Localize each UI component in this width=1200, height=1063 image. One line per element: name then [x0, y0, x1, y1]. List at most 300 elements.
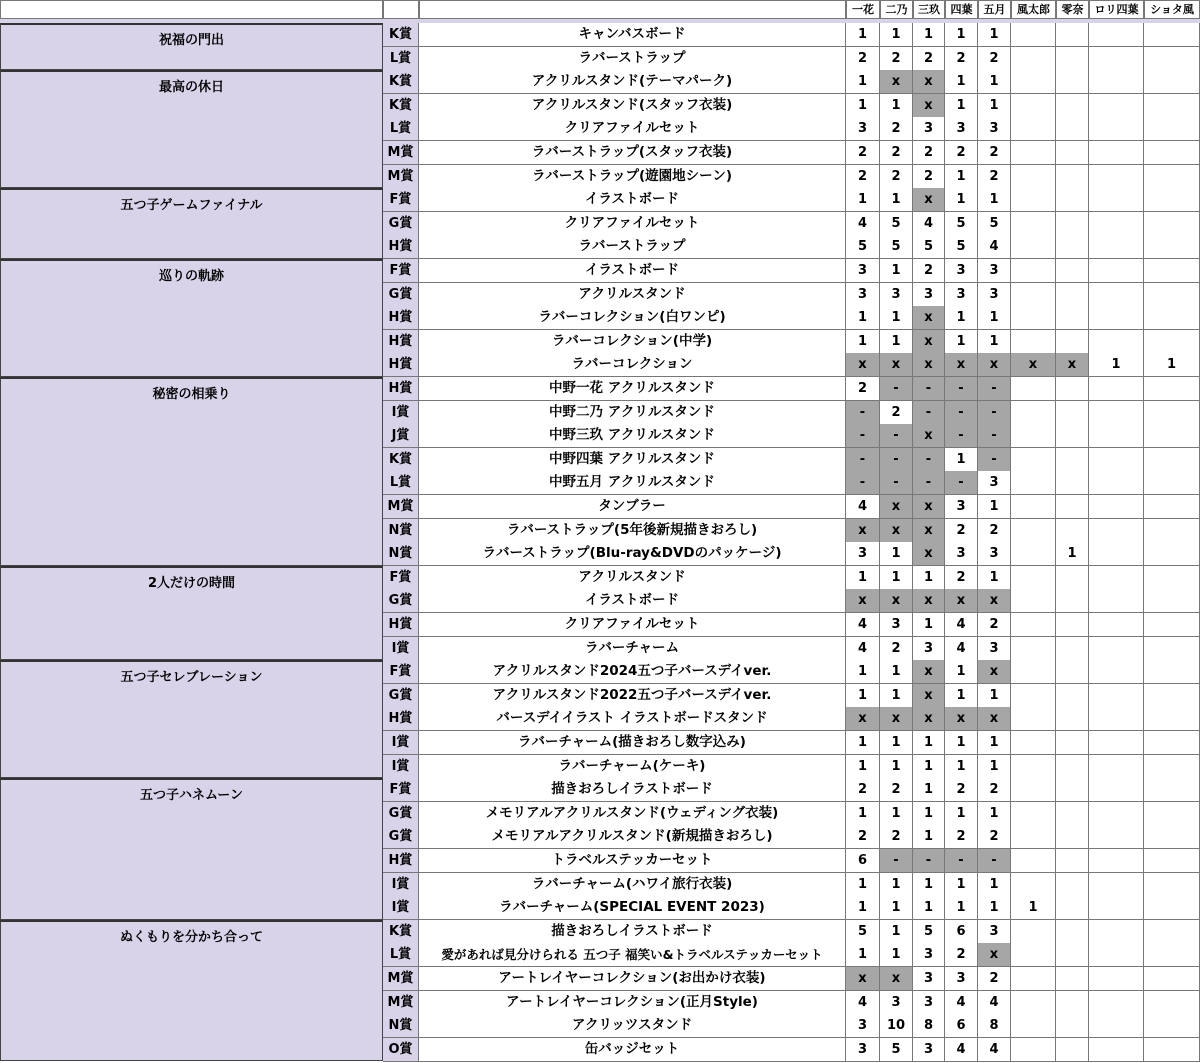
- count-cell: 8: [978, 1014, 1011, 1038]
- count-cell: [1011, 755, 1056, 779]
- count-cell: 3: [945, 542, 978, 566]
- count-cell: 2: [978, 519, 1011, 543]
- count-cell: 1: [846, 23, 880, 47]
- count-cell: [1089, 401, 1144, 425]
- prize-cell: K賞: [383, 920, 419, 944]
- table-row: [383, 849, 1200, 873]
- count-cell: 4: [846, 613, 880, 637]
- table-row: [383, 542, 1200, 566]
- item-name-cell: メモリアルアクリルスタンド(新規描きおろし): [419, 825, 846, 849]
- count-cell: [1144, 117, 1200, 141]
- count-cell: x: [880, 70, 913, 94]
- count-cell: 1: [913, 896, 945, 920]
- count-cell: 4: [945, 1038, 978, 1062]
- count-cell: [1056, 330, 1089, 354]
- count-cell: 2: [880, 165, 913, 189]
- count-cell: [1011, 967, 1056, 991]
- prize-cell: L賞: [383, 471, 419, 495]
- table-row: [383, 259, 1200, 283]
- count-cell: x: [846, 967, 880, 991]
- count-cell: x: [880, 967, 913, 991]
- count-cell: 1: [880, 873, 913, 897]
- count-cell: [1089, 589, 1144, 613]
- count-cell: [1089, 377, 1144, 401]
- count-cell: 2: [945, 47, 978, 71]
- count-cell: [1056, 424, 1089, 448]
- count-cell: [1056, 519, 1089, 543]
- item-name-cell: アートレイヤーコレクション(お出かけ衣装): [419, 967, 846, 991]
- count-cell: [1011, 943, 1056, 967]
- count-cell: [1144, 94, 1200, 118]
- count-cell: 1: [913, 23, 945, 47]
- count-cell: [1144, 519, 1200, 543]
- count-cell: [1144, 755, 1200, 779]
- count-cell: [1144, 471, 1200, 495]
- count-cell: x: [978, 707, 1011, 731]
- count-cell: 5: [880, 1038, 913, 1062]
- prize-cell: F賞: [383, 188, 419, 212]
- count-cell: x: [913, 94, 945, 118]
- count-cell: 2: [846, 778, 880, 802]
- count-cell: x: [978, 660, 1011, 684]
- count-cell: [1089, 259, 1144, 283]
- item-name-cell: ラバーストラップ(5年後新規描きおろし): [419, 519, 846, 543]
- count-cell: -: [978, 377, 1011, 401]
- count-cell: [1011, 566, 1056, 590]
- count-cell: 3: [978, 542, 1011, 566]
- count-cell: 1: [978, 495, 1011, 519]
- prize-cell: H賞: [383, 377, 419, 401]
- table-row: [383, 637, 1200, 661]
- count-cell: 6: [846, 849, 880, 873]
- count-cell: 3: [913, 637, 945, 661]
- item-name-cell: バースデイイラスト イラストボードスタンド: [419, 707, 846, 731]
- count-cell: [1056, 471, 1089, 495]
- count-cell: [1089, 731, 1144, 755]
- count-cell: [1011, 283, 1056, 307]
- count-cell: [1144, 1038, 1200, 1062]
- count-cell: [1056, 991, 1089, 1015]
- item-name-cell: 描きおろしイラストボード: [419, 920, 846, 944]
- count-cell: [1089, 23, 1144, 47]
- count-cell: 1: [1011, 896, 1056, 920]
- count-cell: 1: [846, 684, 880, 708]
- count-cell: 5: [880, 235, 913, 259]
- count-cell: -: [846, 424, 880, 448]
- count-cell: x: [846, 353, 880, 377]
- count-cell: [1011, 471, 1056, 495]
- count-cell: [1144, 613, 1200, 637]
- count-cell: -: [880, 377, 913, 401]
- count-cell: [1089, 778, 1144, 802]
- count-cell: [1011, 212, 1056, 236]
- count-cell: 1: [880, 896, 913, 920]
- count-cell: [1144, 849, 1200, 873]
- table-row: [383, 212, 1200, 236]
- count-cell: [1011, 377, 1056, 401]
- count-cell: 1: [913, 873, 945, 897]
- count-cell: x: [913, 519, 945, 543]
- count-cell: [1056, 755, 1089, 779]
- item-name-cell: ラバーストラップ(Blu-ray&DVDのパッケージ): [419, 542, 846, 566]
- count-cell: 5: [945, 212, 978, 236]
- count-cell: [1144, 873, 1200, 897]
- count-cell: [1089, 637, 1144, 661]
- count-cell: 2: [945, 519, 978, 543]
- count-cell: [1089, 991, 1144, 1015]
- count-cell: 1: [846, 94, 880, 118]
- prize-cell: F賞: [383, 259, 419, 283]
- table-row: [383, 660, 1200, 684]
- item-name-cell: 中野五月 アクリルスタンド: [419, 471, 846, 495]
- prize-cell: G賞: [383, 802, 419, 826]
- count-cell: [1089, 306, 1144, 330]
- count-cell: -: [846, 448, 880, 472]
- count-cell: [1056, 660, 1089, 684]
- count-cell: 1: [945, 873, 978, 897]
- count-cell: 1: [978, 94, 1011, 118]
- count-cell: 1: [945, 684, 978, 708]
- table-row: [383, 330, 1200, 354]
- count-cell: x: [913, 542, 945, 566]
- count-cell: [1011, 259, 1056, 283]
- count-cell: 1: [880, 684, 913, 708]
- count-cell: [1089, 896, 1144, 920]
- count-cell: [1011, 825, 1056, 849]
- table-row: [383, 495, 1200, 519]
- count-cell: [1056, 448, 1089, 472]
- count-cell: [1089, 873, 1144, 897]
- count-cell: [1089, 47, 1144, 71]
- count-cell: [1056, 259, 1089, 283]
- count-cell: x: [880, 353, 913, 377]
- prize-cell: N賞: [383, 1014, 419, 1038]
- count-cell: [1011, 1038, 1056, 1062]
- count-cell: -: [978, 401, 1011, 425]
- table-row: [383, 306, 1200, 330]
- count-cell: [1089, 165, 1144, 189]
- count-cell: 1: [945, 731, 978, 755]
- count-cell: [1089, 542, 1144, 566]
- count-cell: [1144, 707, 1200, 731]
- count-cell: [1144, 825, 1200, 849]
- count-cell: x: [1056, 353, 1089, 377]
- count-cell: [1011, 542, 1056, 566]
- count-cell: x: [846, 589, 880, 613]
- count-cell: 3: [945, 283, 978, 307]
- count-cell: [1011, 707, 1056, 731]
- count-cell: 4: [846, 637, 880, 661]
- count-cell: -: [945, 377, 978, 401]
- count-cell: 3: [978, 920, 1011, 944]
- prize-cell: F賞: [383, 566, 419, 590]
- prize-cell: I賞: [383, 731, 419, 755]
- count-cell: [1089, 424, 1144, 448]
- count-cell: [1056, 165, 1089, 189]
- count-cell: x: [945, 707, 978, 731]
- count-cell: [1011, 306, 1056, 330]
- item-name-cell: アートレイヤーコレクション(正月Style): [419, 991, 846, 1015]
- count-cell: [1144, 141, 1200, 165]
- count-cell: x: [846, 519, 880, 543]
- count-cell: -: [978, 849, 1011, 873]
- item-name-cell: ラバーチャーム(ハワイ旅行衣装): [419, 873, 846, 897]
- count-cell: x: [945, 353, 978, 377]
- count-cell: [1144, 566, 1200, 590]
- count-cell: 1: [880, 755, 913, 779]
- item-name-cell: クリアファイルセット: [419, 117, 846, 141]
- item-name-cell: 缶バッジセット: [419, 1038, 846, 1062]
- count-cell: -: [846, 471, 880, 495]
- header-col-itsuki: 五月: [978, 0, 1011, 19]
- count-cell: 3: [978, 259, 1011, 283]
- header-blank-2: [383, 0, 419, 19]
- group-title: 巡りの軌跡: [0, 259, 383, 377]
- count-cell: 1: [846, 896, 880, 920]
- count-cell: 8: [913, 1014, 945, 1038]
- item-name-cell: アクリッツスタンド: [419, 1014, 846, 1038]
- count-cell: 3: [978, 283, 1011, 307]
- table-row: [383, 448, 1200, 472]
- prize-cell: J賞: [383, 424, 419, 448]
- count-cell: 1: [978, 684, 1011, 708]
- item-name-cell: ラバーストラップ(スタッフ衣装): [419, 141, 846, 165]
- count-cell: [1056, 495, 1089, 519]
- count-cell: 6: [945, 920, 978, 944]
- prize-cell: G賞: [383, 825, 419, 849]
- count-cell: 1: [880, 94, 913, 118]
- count-cell: [1089, 660, 1144, 684]
- count-cell: [1089, 330, 1144, 354]
- count-cell: 1: [978, 896, 1011, 920]
- count-cell: [1144, 23, 1200, 47]
- count-cell: 1: [945, 802, 978, 826]
- count-cell: [1089, 943, 1144, 967]
- count-cell: x: [913, 424, 945, 448]
- header-col-loli-yotsuba: ロリ四葉: [1089, 0, 1144, 19]
- table-row: [383, 165, 1200, 189]
- item-name-cell: 中野四葉 アクリルスタンド: [419, 448, 846, 472]
- count-cell: [1056, 70, 1089, 94]
- count-cell: 1: [945, 660, 978, 684]
- count-cell: 1: [846, 306, 880, 330]
- table-row: [383, 141, 1200, 165]
- count-cell: [1056, 684, 1089, 708]
- table-row: [383, 684, 1200, 708]
- count-cell: 1: [978, 566, 1011, 590]
- count-cell: x: [880, 707, 913, 731]
- count-cell: [1089, 117, 1144, 141]
- count-cell: [1056, 873, 1089, 897]
- header-col-ichika: 一花: [846, 0, 880, 19]
- count-cell: -: [880, 424, 913, 448]
- count-cell: [1011, 637, 1056, 661]
- prize-cell: H賞: [383, 235, 419, 259]
- count-cell: [1089, 920, 1144, 944]
- count-cell: [1089, 495, 1144, 519]
- count-cell: 1: [913, 566, 945, 590]
- prize-cell: M賞: [383, 991, 419, 1015]
- count-cell: 1: [880, 188, 913, 212]
- count-cell: -: [978, 448, 1011, 472]
- count-cell: 2: [913, 259, 945, 283]
- prize-cell: M賞: [383, 967, 419, 991]
- count-cell: [1089, 188, 1144, 212]
- item-name-cell: 愛があれば見分けられる 五つ子 福笑い&トラベルステッカーセット: [419, 943, 846, 967]
- count-cell: x: [913, 353, 945, 377]
- prize-cell: H賞: [383, 306, 419, 330]
- count-cell: [1144, 401, 1200, 425]
- count-cell: 1: [978, 23, 1011, 47]
- table-row: [383, 991, 1200, 1015]
- prize-cell: I賞: [383, 873, 419, 897]
- count-cell: 3: [880, 283, 913, 307]
- item-name-cell: 描きおろしイラストボード: [419, 778, 846, 802]
- count-cell: 1: [945, 94, 978, 118]
- count-cell: x: [880, 519, 913, 543]
- header-col-yotsuba: 四葉: [945, 0, 978, 19]
- prize-cell: G賞: [383, 212, 419, 236]
- count-cell: [1056, 707, 1089, 731]
- count-cell: 2: [880, 117, 913, 141]
- count-cell: x: [913, 589, 945, 613]
- table-row: [383, 1014, 1200, 1038]
- count-cell: x: [913, 660, 945, 684]
- table-row: [383, 613, 1200, 637]
- table-row: [383, 283, 1200, 307]
- prize-cell: G賞: [383, 283, 419, 307]
- count-cell: 4: [846, 495, 880, 519]
- count-cell: 3: [846, 283, 880, 307]
- count-cell: [1011, 448, 1056, 472]
- count-cell: 2: [978, 141, 1011, 165]
- count-cell: 5: [846, 235, 880, 259]
- count-cell: 3: [846, 259, 880, 283]
- count-cell: [1144, 283, 1200, 307]
- count-cell: 6: [945, 1014, 978, 1038]
- count-cell: 1: [880, 542, 913, 566]
- count-cell: [1056, 802, 1089, 826]
- group-title: 最高の休日: [0, 70, 383, 188]
- table-row: [383, 1038, 1200, 1062]
- prize-cell: I賞: [383, 755, 419, 779]
- count-cell: 2: [880, 47, 913, 71]
- count-cell: [1011, 849, 1056, 873]
- count-cell: [1056, 401, 1089, 425]
- count-cell: 1: [978, 306, 1011, 330]
- count-cell: x: [945, 589, 978, 613]
- prize-cell: H賞: [383, 353, 419, 377]
- item-name-cell: アクリルスタンド(テーマパーク): [419, 70, 846, 94]
- header-col-miku: 三玖: [913, 0, 945, 19]
- count-cell: 3: [945, 495, 978, 519]
- count-cell: [1056, 235, 1089, 259]
- prize-cell: K賞: [383, 23, 419, 47]
- table-row: [383, 353, 1200, 377]
- item-name-cell: キャンバスボード: [419, 23, 846, 47]
- count-cell: 1: [978, 755, 1011, 779]
- item-name-cell: アクリルスタンド(スタッフ衣装): [419, 94, 846, 118]
- prize-cell: H賞: [383, 707, 419, 731]
- count-cell: 1: [880, 306, 913, 330]
- count-cell: x: [846, 707, 880, 731]
- table-row: [383, 235, 1200, 259]
- header-col-nino: 二乃: [880, 0, 913, 19]
- count-cell: [1056, 377, 1089, 401]
- count-cell: 2: [913, 47, 945, 71]
- group-title: 五つ子セレブレーション: [0, 660, 383, 778]
- count-cell: [1144, 542, 1200, 566]
- count-cell: 1: [846, 802, 880, 826]
- count-cell: 1: [945, 330, 978, 354]
- count-cell: -: [880, 849, 913, 873]
- count-cell: [1056, 778, 1089, 802]
- count-cell: 5: [913, 920, 945, 944]
- count-cell: [1089, 755, 1144, 779]
- count-cell: x: [978, 589, 1011, 613]
- count-cell: [1089, 70, 1144, 94]
- count-cell: 3: [913, 283, 945, 307]
- count-cell: 2: [913, 141, 945, 165]
- count-cell: 2: [846, 47, 880, 71]
- count-cell: [1011, 141, 1056, 165]
- group-title: 2人だけの時間: [0, 566, 383, 660]
- count-cell: 3: [846, 1014, 880, 1038]
- count-cell: [1011, 424, 1056, 448]
- item-name-cell: ラバーコレクション: [419, 353, 846, 377]
- item-name-cell: メモリアルアクリルスタンド(ウェディング衣装): [419, 802, 846, 826]
- count-cell: 2: [978, 165, 1011, 189]
- item-name-cell: 中野一花 アクリルスタンド: [419, 377, 846, 401]
- count-cell: -: [880, 471, 913, 495]
- item-name-cell: トラベルステッカーセット: [419, 849, 846, 873]
- count-cell: 3: [913, 967, 945, 991]
- count-cell: 4: [945, 613, 978, 637]
- count-cell: [1056, 117, 1089, 141]
- prize-cell: L賞: [383, 117, 419, 141]
- count-cell: 2: [945, 141, 978, 165]
- count-cell: [1089, 613, 1144, 637]
- count-cell: 2: [846, 377, 880, 401]
- count-cell: 1: [978, 802, 1011, 826]
- count-cell: [1011, 613, 1056, 637]
- count-cell: 4: [945, 991, 978, 1015]
- table-row: [383, 188, 1200, 212]
- count-cell: 5: [978, 212, 1011, 236]
- table-row: [383, 873, 1200, 897]
- count-cell: -: [945, 401, 978, 425]
- count-cell: [1056, 94, 1089, 118]
- count-cell: -: [846, 401, 880, 425]
- count-cell: [1011, 117, 1056, 141]
- count-cell: 1: [846, 188, 880, 212]
- item-name-cell: イラストボード: [419, 589, 846, 613]
- count-cell: [1144, 943, 1200, 967]
- count-cell: 3: [913, 1038, 945, 1062]
- table-row: [383, 23, 1200, 47]
- table-row: [383, 70, 1200, 94]
- count-cell: [1144, 188, 1200, 212]
- count-cell: 1: [846, 873, 880, 897]
- prize-cell: F賞: [383, 660, 419, 684]
- item-name-cell: イラストボード: [419, 188, 846, 212]
- table-row: [383, 401, 1200, 425]
- count-cell: [1144, 306, 1200, 330]
- count-cell: 3: [913, 991, 945, 1015]
- prize-cell: I賞: [383, 637, 419, 661]
- count-cell: 1: [913, 731, 945, 755]
- count-cell: 1: [978, 70, 1011, 94]
